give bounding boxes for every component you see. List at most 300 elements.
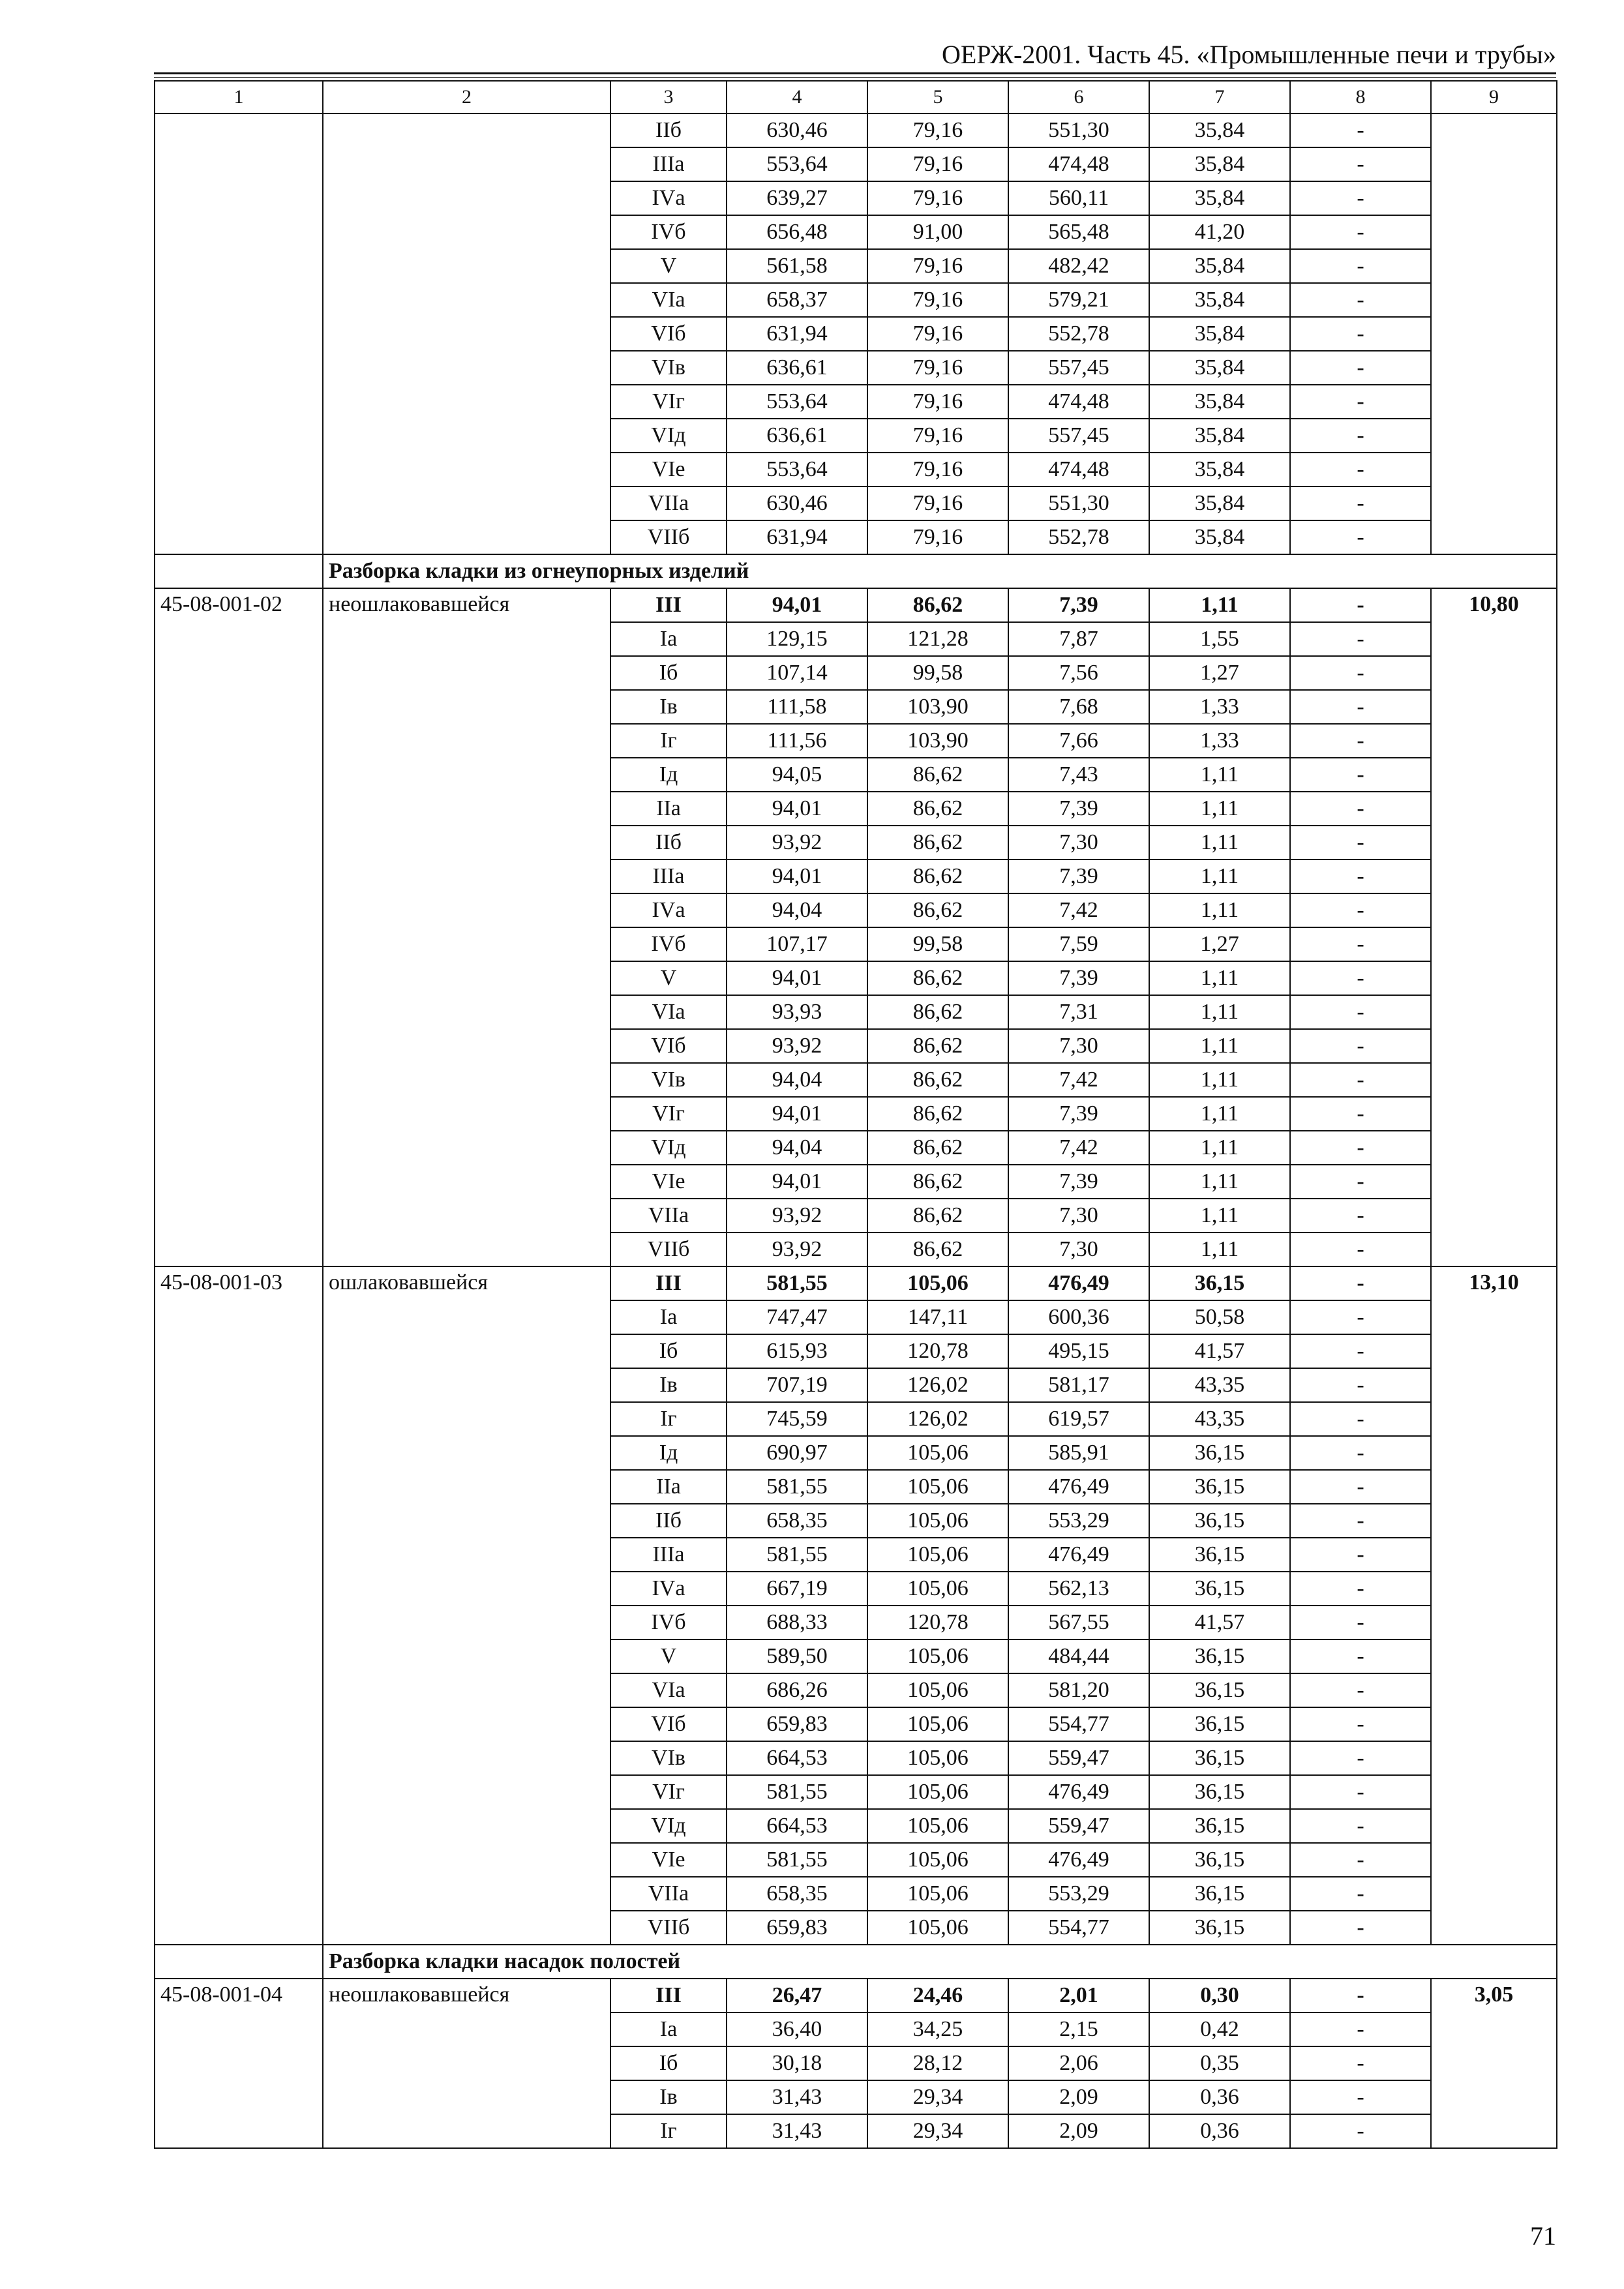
zone-cell: V <box>610 249 727 283</box>
wages-cell: 86,62 <box>867 1233 1008 1266</box>
zone-cell: Iв <box>610 690 727 724</box>
materials-cell: - <box>1290 1911 1431 1945</box>
machinists-wages-cell: 35,84 <box>1149 249 1290 283</box>
machinists-wages-cell: 36,15 <box>1149 1266 1290 1300</box>
machines-cell: 600,36 <box>1008 1300 1149 1334</box>
materials-cell: - <box>1290 1639 1431 1673</box>
table-row <box>155 588 1557 622</box>
machinists-wages-cell: 35,84 <box>1149 520 1290 554</box>
machines-cell: 7,43 <box>1008 758 1149 792</box>
page-number: 71 <box>1530 2221 1556 2251</box>
zone-cell: Iа <box>610 1300 727 1334</box>
column-number: 9 <box>1431 81 1557 113</box>
section-heading-row <box>155 554 1557 588</box>
wages-cell: 105,06 <box>867 1504 1008 1538</box>
machines-cell: 7,30 <box>1008 1233 1149 1266</box>
direct-costs-cell: 658,35 <box>727 1504 867 1538</box>
machinists-wages-cell: 35,84 <box>1149 283 1290 317</box>
wages-cell: 28,12 <box>867 2046 1008 2080</box>
table-row <box>155 1266 1557 1300</box>
zone-cell: VIIб <box>610 1233 727 1266</box>
zone-cell: IVа <box>610 893 727 927</box>
machines-cell: 482,42 <box>1008 249 1149 283</box>
header-rule-thin <box>154 77 1556 78</box>
materials-cell: - <box>1290 113 1431 147</box>
zone-cell: Iг <box>610 724 727 758</box>
zone-cell: Iб <box>610 656 727 690</box>
direct-costs-cell: 656,48 <box>727 215 867 249</box>
direct-costs-cell: 553,64 <box>727 453 867 486</box>
materials-cell: - <box>1290 893 1431 927</box>
zone-cell: VIе <box>610 1843 727 1877</box>
machinists-wages-cell: 36,15 <box>1149 1843 1290 1877</box>
zone-cell: Iг <box>610 1402 727 1436</box>
machinists-wages-cell: 0,36 <box>1149 2114 1290 2148</box>
wages-cell: 86,62 <box>867 1063 1008 1097</box>
wages-cell: 121,28 <box>867 622 1008 656</box>
wages-cell: 86,62 <box>867 1199 1008 1233</box>
machines-cell: 7,30 <box>1008 1029 1149 1063</box>
machines-cell: 551,30 <box>1008 113 1149 147</box>
machines-cell: 7,30 <box>1008 1199 1149 1233</box>
direct-costs-cell: 686,26 <box>727 1673 867 1707</box>
direct-costs-cell: 707,19 <box>727 1368 867 1402</box>
materials-cell: - <box>1290 385 1431 419</box>
section-heading: Разборка кладки насадок полостей <box>323 1945 1557 1979</box>
machinists-wages-cell: 1,11 <box>1149 860 1290 893</box>
zone-cell: IIб <box>610 1504 727 1538</box>
wages-cell: 105,06 <box>867 1707 1008 1741</box>
machines-cell: 619,57 <box>1008 1402 1149 1436</box>
machinists-wages-cell: 35,84 <box>1149 486 1290 520</box>
wages-cell: 105,06 <box>867 1741 1008 1775</box>
materials-cell: - <box>1290 758 1431 792</box>
zone-cell: VIIа <box>610 1199 727 1233</box>
materials-cell: - <box>1290 1504 1431 1538</box>
materials-cell: - <box>1290 1131 1431 1165</box>
machines-cell: 7,39 <box>1008 961 1149 995</box>
column-number: 8 <box>1290 81 1431 113</box>
machinists-wages-cell: 35,84 <box>1149 181 1290 215</box>
machines-cell: 567,55 <box>1008 1606 1149 1639</box>
direct-costs-cell: 658,37 <box>727 283 867 317</box>
machines-cell: 562,13 <box>1008 1572 1149 1606</box>
wages-cell: 86,62 <box>867 1029 1008 1063</box>
machines-cell: 474,48 <box>1008 385 1149 419</box>
machinists-wages-cell: 1,11 <box>1149 588 1290 622</box>
machines-cell: 553,29 <box>1008 1877 1149 1911</box>
column-number-row <box>155 81 1557 113</box>
direct-costs-cell: 581,55 <box>727 1538 867 1572</box>
machines-cell: 7,42 <box>1008 893 1149 927</box>
materials-cell: - <box>1290 1707 1431 1741</box>
machines-cell: 551,30 <box>1008 486 1149 520</box>
machinists-wages-cell: 36,15 <box>1149 1504 1290 1538</box>
machines-cell: 7,39 <box>1008 1165 1149 1199</box>
zone-cell: IIа <box>610 1470 727 1504</box>
wages-cell: 86,62 <box>867 758 1008 792</box>
direct-costs-cell: 93,92 <box>727 1233 867 1266</box>
machines-cell: 495,15 <box>1008 1334 1149 1368</box>
column-number: 2 <box>323 81 610 113</box>
wages-cell: 105,06 <box>867 1809 1008 1843</box>
materials-cell: - <box>1290 1470 1431 1504</box>
machines-cell: 7,39 <box>1008 588 1149 622</box>
machinists-wages-cell: 1,11 <box>1149 1131 1290 1165</box>
labor-total-cell: 3,05 <box>1431 1979 1557 2148</box>
machines-cell: 7,39 <box>1008 860 1149 893</box>
zone-cell: Iб <box>610 1334 727 1368</box>
zone-cell: IIIа <box>610 147 727 181</box>
materials-cell: - <box>1290 1538 1431 1572</box>
machinists-wages-cell: 1,11 <box>1149 758 1290 792</box>
materials-cell: - <box>1290 690 1431 724</box>
materials-cell: - <box>1290 927 1431 961</box>
machinists-wages-cell: 1,11 <box>1149 1199 1290 1233</box>
materials-cell: - <box>1290 2080 1431 2114</box>
wages-cell: 105,06 <box>867 1470 1008 1504</box>
machines-cell: 560,11 <box>1008 181 1149 215</box>
direct-costs-cell: 94,04 <box>727 893 867 927</box>
machinists-wages-cell: 36,15 <box>1149 1639 1290 1673</box>
direct-costs-cell: 111,58 <box>727 690 867 724</box>
wages-cell: 79,16 <box>867 486 1008 520</box>
machines-cell: 581,20 <box>1008 1673 1149 1707</box>
zone-cell: V <box>610 961 727 995</box>
materials-cell: - <box>1290 1266 1431 1300</box>
direct-costs-cell: 553,64 <box>727 147 867 181</box>
labor-total-cell: 10,80 <box>1431 588 1557 1266</box>
direct-costs-cell: 94,01 <box>727 792 867 826</box>
direct-costs-cell: 36,40 <box>727 2012 867 2046</box>
wages-cell: 103,90 <box>867 724 1008 758</box>
machinists-wages-cell: 36,15 <box>1149 1436 1290 1470</box>
machinists-wages-cell: 41,57 <box>1149 1606 1290 1639</box>
zone-cell: Iа <box>610 622 727 656</box>
wages-cell: 86,62 <box>867 588 1008 622</box>
machinists-wages-cell: 36,15 <box>1149 1470 1290 1504</box>
machines-cell: 557,45 <box>1008 419 1149 453</box>
wages-cell: 105,06 <box>867 1639 1008 1673</box>
direct-costs-cell: 659,83 <box>727 1911 867 1945</box>
zone-cell: VIIб <box>610 520 727 554</box>
direct-costs-cell: 94,01 <box>727 961 867 995</box>
zone-cell: VIв <box>610 351 727 385</box>
work-name-cell: ошлаковавшейся <box>323 1266 610 1945</box>
machines-cell: 7,31 <box>1008 995 1149 1029</box>
machines-cell: 476,49 <box>1008 1775 1149 1809</box>
zone-cell: Iг <box>610 2114 727 2148</box>
zone-cell: IIIа <box>610 1538 727 1572</box>
materials-cell: - <box>1290 147 1431 181</box>
materials-cell: - <box>1290 1300 1431 1334</box>
direct-costs-cell: 93,92 <box>727 1199 867 1233</box>
machinists-wages-cell: 1,33 <box>1149 690 1290 724</box>
zone-cell: III <box>610 1979 727 2012</box>
direct-costs-cell: 129,15 <box>727 622 867 656</box>
zone-cell: VIв <box>610 1741 727 1775</box>
machines-cell: 552,78 <box>1008 520 1149 554</box>
machinists-wages-cell: 1,11 <box>1149 995 1290 1029</box>
materials-cell: - <box>1290 1199 1431 1233</box>
zone-cell: Iб <box>610 2046 727 2080</box>
rate-code-cell <box>155 113 323 554</box>
zone-cell: VIа <box>610 1673 727 1707</box>
zone-cell: IIб <box>610 826 727 860</box>
direct-costs-cell: 630,46 <box>727 486 867 520</box>
materials-cell: - <box>1290 1979 1431 2012</box>
machinists-wages-cell: 1,11 <box>1149 826 1290 860</box>
section-heading-blank <box>155 1945 323 1979</box>
machinists-wages-cell: 36,15 <box>1149 1538 1290 1572</box>
machines-cell: 585,91 <box>1008 1436 1149 1470</box>
machinists-wages-cell: 41,57 <box>1149 1334 1290 1368</box>
zone-cell: Iд <box>610 758 727 792</box>
materials-cell: - <box>1290 486 1431 520</box>
machinists-wages-cell: 50,58 <box>1149 1300 1290 1334</box>
rate-code-cell: 45-08-001-04 <box>155 1979 323 2148</box>
materials-cell: - <box>1290 520 1431 554</box>
zone-cell: IVб <box>610 215 727 249</box>
wages-cell: 79,16 <box>867 351 1008 385</box>
machinists-wages-cell: 1,11 <box>1149 1097 1290 1131</box>
direct-costs-cell: 581,55 <box>727 1843 867 1877</box>
materials-cell: - <box>1290 656 1431 690</box>
wages-cell: 79,16 <box>867 147 1008 181</box>
machinists-wages-cell: 35,84 <box>1149 419 1290 453</box>
materials-cell: - <box>1290 181 1431 215</box>
work-name-cell: неошлаковавшейся <box>323 588 610 1266</box>
wages-cell: 105,06 <box>867 1266 1008 1300</box>
machinists-wages-cell: 35,84 <box>1149 147 1290 181</box>
machines-cell: 7,39 <box>1008 1097 1149 1131</box>
column-number: 7 <box>1149 81 1290 113</box>
materials-cell: - <box>1290 1809 1431 1843</box>
materials-cell: - <box>1290 1572 1431 1606</box>
machinists-wages-cell: 1,27 <box>1149 927 1290 961</box>
zone-cell: Iв <box>610 1368 727 1402</box>
direct-costs-cell: 589,50 <box>727 1639 867 1673</box>
direct-costs-cell: 94,01 <box>727 1165 867 1199</box>
machines-cell: 553,29 <box>1008 1504 1149 1538</box>
machinists-wages-cell: 36,15 <box>1149 1707 1290 1741</box>
materials-cell: - <box>1290 249 1431 283</box>
zone-cell: IVб <box>610 1606 727 1639</box>
materials-cell: - <box>1290 1334 1431 1368</box>
direct-costs-cell: 664,53 <box>727 1741 867 1775</box>
machines-cell: 565,48 <box>1008 215 1149 249</box>
zone-cell: III <box>610 588 727 622</box>
materials-cell: - <box>1290 283 1431 317</box>
zone-cell: VIв <box>610 1063 727 1097</box>
materials-cell: - <box>1290 792 1431 826</box>
direct-costs-cell: 688,33 <box>727 1606 867 1639</box>
materials-cell: - <box>1290 588 1431 622</box>
column-number: 6 <box>1008 81 1149 113</box>
wages-cell: 86,62 <box>867 961 1008 995</box>
machinists-wages-cell: 36,15 <box>1149 1911 1290 1945</box>
wages-cell: 86,62 <box>867 860 1008 893</box>
column-number: 3 <box>610 81 727 113</box>
materials-cell: - <box>1290 317 1431 351</box>
direct-costs-cell: 667,19 <box>727 1572 867 1606</box>
direct-costs-cell: 639,27 <box>727 181 867 215</box>
materials-cell: - <box>1290 1097 1431 1131</box>
materials-cell: - <box>1290 826 1431 860</box>
machines-cell: 7,59 <box>1008 927 1149 961</box>
wages-cell: 29,34 <box>867 2080 1008 2114</box>
machinists-wages-cell: 36,15 <box>1149 1809 1290 1843</box>
wages-cell: 103,90 <box>867 690 1008 724</box>
machines-cell: 559,47 <box>1008 1809 1149 1843</box>
machines-cell: 2,06 <box>1008 2046 1149 2080</box>
work-name-cell <box>323 113 610 554</box>
machinists-wages-cell: 1,11 <box>1149 1063 1290 1097</box>
machinists-wages-cell: 36,15 <box>1149 1673 1290 1707</box>
zone-cell: IVа <box>610 1572 727 1606</box>
zone-cell: VIг <box>610 385 727 419</box>
machines-cell: 2,09 <box>1008 2114 1149 2148</box>
machines-cell: 7,56 <box>1008 656 1149 690</box>
direct-costs-cell: 747,47 <box>727 1300 867 1334</box>
machines-cell: 476,49 <box>1008 1538 1149 1572</box>
materials-cell: - <box>1290 1165 1431 1199</box>
wages-cell: 105,06 <box>867 1775 1008 1809</box>
machinists-wages-cell: 35,84 <box>1149 317 1290 351</box>
machines-cell: 476,49 <box>1008 1470 1149 1504</box>
machinists-wages-cell: 1,11 <box>1149 961 1290 995</box>
direct-costs-cell: 93,93 <box>727 995 867 1029</box>
wages-cell: 79,16 <box>867 317 1008 351</box>
machines-cell: 7,42 <box>1008 1063 1149 1097</box>
direct-costs-cell: 26,47 <box>727 1979 867 2012</box>
machines-cell: 559,47 <box>1008 1741 1149 1775</box>
materials-cell: - <box>1290 1063 1431 1097</box>
labor-total-cell <box>1431 113 1557 554</box>
machines-cell: 2,01 <box>1008 1979 1149 2012</box>
machinists-wages-cell: 0,42 <box>1149 2012 1290 2046</box>
zone-cell: VIб <box>610 317 727 351</box>
materials-cell: - <box>1290 2114 1431 2148</box>
wages-cell: 86,62 <box>867 826 1008 860</box>
wages-cell: 79,16 <box>867 419 1008 453</box>
direct-costs-cell: 581,55 <box>727 1266 867 1300</box>
machinists-wages-cell: 43,35 <box>1149 1402 1290 1436</box>
machinists-wages-cell: 36,15 <box>1149 1877 1290 1911</box>
table-row <box>155 1979 1557 2012</box>
wages-cell: 79,16 <box>867 453 1008 486</box>
materials-cell: - <box>1290 995 1431 1029</box>
zone-cell: VIб <box>610 1707 727 1741</box>
direct-costs-cell: 93,92 <box>727 1029 867 1063</box>
wages-cell: 120,78 <box>867 1606 1008 1639</box>
machinists-wages-cell: 1,27 <box>1149 656 1290 690</box>
zone-cell: VIб <box>610 1029 727 1063</box>
zone-cell: VIе <box>610 1165 727 1199</box>
direct-costs-cell: 630,46 <box>727 113 867 147</box>
wages-cell: 99,58 <box>867 927 1008 961</box>
machines-cell: 2,09 <box>1008 2080 1149 2114</box>
wages-cell: 86,62 <box>867 1097 1008 1131</box>
direct-costs-cell: 690,97 <box>727 1436 867 1470</box>
section-heading: Разборка кладки из огнеупорных изделий <box>323 554 1557 588</box>
direct-costs-cell: 581,55 <box>727 1775 867 1809</box>
wages-cell: 120,78 <box>867 1334 1008 1368</box>
machines-cell: 7,30 <box>1008 826 1149 860</box>
direct-costs-cell: 659,83 <box>727 1707 867 1741</box>
direct-costs-cell: 658,35 <box>727 1877 867 1911</box>
materials-cell: - <box>1290 1843 1431 1877</box>
wages-cell: 24,46 <box>867 1979 1008 2012</box>
wages-cell: 79,16 <box>867 520 1008 554</box>
direct-costs-cell: 664,53 <box>727 1809 867 1843</box>
machinists-wages-cell: 36,15 <box>1149 1741 1290 1775</box>
section-heading-blank <box>155 554 323 588</box>
machinists-wages-cell: 1,11 <box>1149 1165 1290 1199</box>
page-header-title: ОЕРЖ-2001. Часть 45. «Промышленные печи и трубы» <box>941 40 1556 69</box>
machines-cell: 7,87 <box>1008 622 1149 656</box>
direct-costs-cell: 31,43 <box>727 2080 867 2114</box>
machines-cell: 579,21 <box>1008 283 1149 317</box>
rate-code-cell: 45-08-001-02 <box>155 588 323 1266</box>
materials-cell: - <box>1290 1436 1431 1470</box>
work-name-cell: неошлаковавшейся <box>323 1979 610 2148</box>
zone-cell: IIа <box>610 792 727 826</box>
wages-cell: 86,62 <box>867 1131 1008 1165</box>
materials-cell: - <box>1290 1741 1431 1775</box>
labor-total-cell: 13,10 <box>1431 1266 1557 1945</box>
wages-cell: 105,06 <box>867 1538 1008 1572</box>
machines-cell: 484,44 <box>1008 1639 1149 1673</box>
materials-cell: - <box>1290 2012 1431 2046</box>
column-number: 1 <box>155 81 323 113</box>
direct-costs-cell: 631,94 <box>727 520 867 554</box>
zone-cell: IVб <box>610 927 727 961</box>
zone-cell: Iа <box>610 2012 727 2046</box>
direct-costs-cell: 615,93 <box>727 1334 867 1368</box>
direct-costs-cell: 31,43 <box>727 2114 867 2148</box>
direct-costs-cell: 107,14 <box>727 656 867 690</box>
wages-cell: 79,16 <box>867 181 1008 215</box>
wages-cell: 79,16 <box>867 113 1008 147</box>
direct-costs-cell: 107,17 <box>727 927 867 961</box>
direct-costs-cell: 94,01 <box>727 860 867 893</box>
machines-cell: 554,77 <box>1008 1707 1149 1741</box>
machines-cell: 7,39 <box>1008 792 1149 826</box>
wages-cell: 105,06 <box>867 1436 1008 1470</box>
wages-cell: 86,62 <box>867 893 1008 927</box>
machinists-wages-cell: 0,35 <box>1149 2046 1290 2080</box>
materials-cell: - <box>1290 622 1431 656</box>
machinists-wages-cell: 35,84 <box>1149 113 1290 147</box>
direct-costs-cell: 94,04 <box>727 1131 867 1165</box>
machines-cell: 476,49 <box>1008 1843 1149 1877</box>
direct-costs-cell: 631,94 <box>727 317 867 351</box>
direct-costs-cell: 111,56 <box>727 724 867 758</box>
materials-cell: - <box>1290 1233 1431 1266</box>
zone-cell: IVа <box>610 181 727 215</box>
materials-cell: - <box>1290 1368 1431 1402</box>
materials-cell: - <box>1290 1606 1431 1639</box>
zone-cell: VIд <box>610 1809 727 1843</box>
direct-costs-cell: 93,92 <box>727 826 867 860</box>
machines-cell: 7,42 <box>1008 1131 1149 1165</box>
zone-cell: VIа <box>610 995 727 1029</box>
zone-cell: IIIа <box>610 860 727 893</box>
wages-cell: 86,62 <box>867 792 1008 826</box>
direct-costs-cell: 94,05 <box>727 758 867 792</box>
machinists-wages-cell: 41,20 <box>1149 215 1290 249</box>
